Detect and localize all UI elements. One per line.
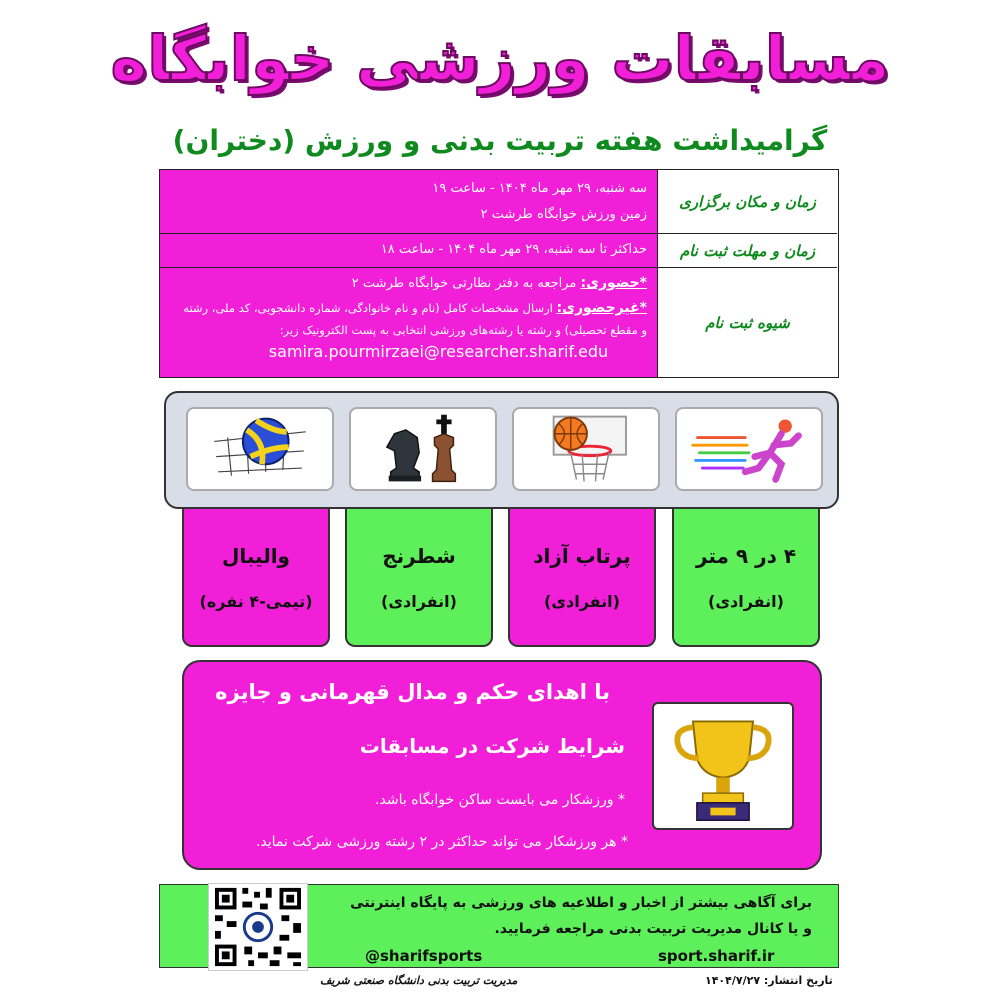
- contact-email[interactable]: samira.pourmirzaei@researcher.sharif.edu: [268, 342, 609, 361]
- info-label-time-place: زمان و مکان برگزاری: [657, 170, 837, 233]
- chess-pieces-icon: [349, 407, 497, 491]
- poster-title: مسابقات ورزشی خوابگاه: [110, 22, 890, 95]
- online-text: ارسال مشخصات کامل (نام و نام خانوادگی، شماره دانشجویی، کد ملی، رشته: [183, 301, 557, 315]
- inperson-text: مراجعه به دفتر نظارتی خوابگاه طرشت ۲: [351, 276, 581, 291]
- sport-card-volleyball: [182, 509, 330, 647]
- sport-card-chess: [345, 509, 493, 647]
- sport-name-chess: شطرنج: [382, 543, 456, 568]
- sport-mode-free-throw: (انفرادی): [544, 591, 620, 611]
- website-link[interactable]: sport.sharif.ir: [658, 947, 775, 965]
- poster-subtitle: گرامیداشت هفته تربیت بدنی و ورزش (دختران): [172, 124, 828, 157]
- sport-mode-chess: (انفرادی): [381, 591, 457, 611]
- info-row-deadline: [160, 234, 837, 268]
- footer-info-line2: و یا کانال مدیریت تربیت بدنی مراجعه فرمایید.: [494, 921, 812, 937]
- sport-name-volleyball: والیبال: [222, 543, 290, 568]
- awards-headline: با اهدای حکم و مدال قهرمانی و جایزه: [215, 680, 610, 704]
- info-table: [159, 169, 839, 378]
- online-text-continued: و مقطع تحصیلی) و رشته یا رشته‌های ورزشی انتخابی به پست الکترونیک زیر:: [279, 323, 647, 337]
- qr-code-icon[interactable]: [208, 883, 308, 971]
- info-label-registration: شیوه ثبت نام: [657, 268, 837, 377]
- inperson-label: *حضوری:: [580, 275, 647, 291]
- awards-box: [182, 660, 822, 870]
- sport-card-free-throw: [508, 509, 656, 647]
- running-icon: [675, 407, 823, 491]
- event-datetime: سه شنبه، ۲۹ مهر ماه ۱۴۰۴ - ساعت ۱۹: [432, 181, 647, 196]
- info-row-time-place: [160, 170, 837, 234]
- basketball-hoop-icon: [512, 407, 660, 491]
- info-value-registration: [160, 268, 657, 377]
- department-name: مدیریت تربیت بدنی دانشگاه صنعتی شریف: [320, 974, 518, 987]
- online-registration: [170, 297, 647, 319]
- info-value-deadline: [160, 234, 657, 267]
- publish-date: تاریخ انتشار: ۱۴۰۴/۷/۲۷: [705, 974, 833, 987]
- info-label-deadline: زمان و مهلت ثبت نام: [657, 234, 837, 267]
- footer-info-line1: برای آگاهی بیشتر از اخبار و اطلاعیه های ورزشی به پایگاه اینترنتی: [350, 895, 812, 911]
- inperson-registration: [170, 270, 647, 297]
- trophy-icon: [652, 702, 794, 830]
- condition-residency: * ورزشکار می بایست ساکن خوابگاه باشد.: [375, 792, 625, 808]
- volleyball-icon: [186, 407, 334, 491]
- info-value-time-place: [160, 170, 657, 233]
- instagram-handle[interactable]: @sharifsports: [365, 947, 483, 965]
- sport-icons-strip: [164, 391, 839, 509]
- info-row-registration: [160, 268, 837, 377]
- registration-deadline: حداکثر تا سه شنبه، ۲۹ مهر ماه ۱۴۰۴ - ساعت ۱۸: [380, 242, 647, 257]
- sport-card-4x9: [672, 509, 820, 647]
- conditions-title: شرایط شرکت در مسابقات: [359, 734, 625, 758]
- online-label: *غیرحضوری:: [556, 300, 647, 316]
- sport-mode-4x9: (انفرادی): [708, 591, 784, 611]
- sport-name-free-throw: پرتاب آزاد: [533, 543, 631, 568]
- event-location: زمین ورزش خوابگاه طرشت ۲: [480, 207, 647, 222]
- footer-box: [159, 884, 839, 968]
- condition-max-sports: * هر ورزشکار می تواند حداکثر در ۲ رشته ورزشی شرکت نماید.: [255, 834, 628, 850]
- sport-mode-volleyball: (تیمی-۴ نفره): [199, 591, 313, 611]
- sport-name-4x9: ۴ در ۹ متر: [695, 543, 797, 568]
